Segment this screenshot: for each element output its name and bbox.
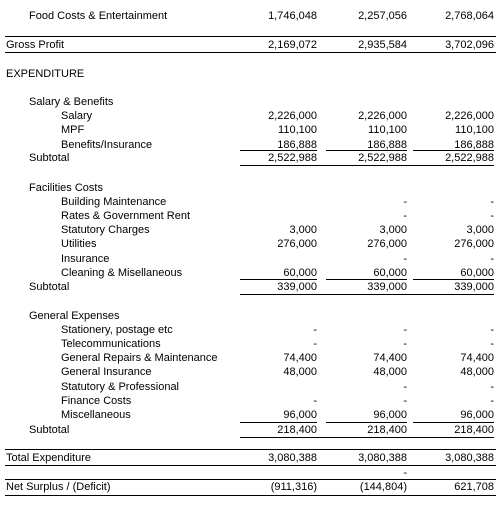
value-year-2: 60,000 [373,267,407,279]
total-year-2: 3,080,388 [358,452,407,464]
value-year-3: 48,000 [460,366,494,378]
row-label: MPF [61,124,85,136]
subtotal-rule [240,150,317,151]
value-year-3: 2,768,064 [445,10,494,22]
value-year-3: 3,000 [466,224,494,236]
group-heading: Salary & Benefits [29,96,114,108]
value-year-1: 48,000 [283,366,317,378]
value-year-3: - [490,395,494,407]
subtotal-label: Subtotal [29,424,70,436]
rule-line [240,165,494,166]
row-label: Building Maintenance [61,196,167,208]
net-surplus-label: Net Surplus / (Deficit) [6,481,111,493]
total-expenditure-label: Total Expenditure [6,452,91,464]
subtotal-rule [413,279,494,280]
row-label: Benefits/Insurance [61,139,153,151]
row-label: Stationery, postage etc [61,324,173,336]
subtotal-year-1: 339,000 [277,281,317,293]
group-heading: Facilities Costs [29,182,103,194]
subtotal-year-1: 2,522,988 [268,152,317,164]
value-year-3: - [490,324,494,336]
subtotal-year-3: 218,400 [454,424,494,436]
value-year-2: - [403,324,407,336]
row-label: Gross Profit [6,39,65,51]
total-year-3: 3,080,388 [445,452,494,464]
value-year-1: 2,226,000 [268,110,317,122]
value-year-3: - [490,210,494,222]
value-year-2: - [403,381,407,393]
value-year-2: - [403,338,407,350]
row-label: Utilities [61,238,97,250]
value-year-1: 1,746,048 [268,10,317,22]
total-year-1: 3,080,388 [268,452,317,464]
value-year-3: 74,400 [460,352,494,364]
value-year-1: - [313,395,317,407]
value-year-3: - [490,253,494,265]
subtotal-rule [326,150,407,151]
row-label: Telecommunications [61,338,161,350]
value-year-2: 186,888 [367,139,407,151]
value-year-3: 186,888 [454,139,494,151]
value-year-1: 3,000 [289,224,317,236]
subtotal-year-2: 339,000 [367,281,407,293]
value-year-1: 2,169,072 [268,39,317,51]
rule-line [5,52,496,53]
value-year-2: - [403,196,407,208]
value-year-1: 186,888 [277,139,317,151]
value-year-3: 2,226,000 [445,110,494,122]
value-year-3: - [490,338,494,350]
rule-line [5,479,496,480]
subtotal-rule [240,422,317,423]
value-year-3: - [490,196,494,208]
net-year-3: 621,708 [454,481,494,493]
dash-cell: - [403,467,407,479]
row-label: Food Costs & Entertainment [29,10,168,22]
rule-line [5,495,496,496]
value-year-2: 110,100 [368,124,407,136]
row-label: Statutory & Professional [61,381,180,393]
value-year-3: 276,000 [454,238,494,250]
subtotal-rule [240,279,317,280]
net-year-2: (144,804) [359,481,407,493]
value-year-2: 96,000 [373,409,407,421]
group-heading: General Expenses [29,310,120,322]
subtotal-year-1: 218,400 [277,424,317,436]
rule-line [5,36,496,37]
value-year-2: - [403,210,407,222]
value-year-2: 2,226,000 [358,110,407,122]
value-year-1: 110,100 [278,124,317,136]
rule-line [240,294,494,295]
value-year-1: 60,000 [283,267,317,279]
row-label: General Insurance [61,366,152,378]
value-year-1: - [313,338,317,350]
row-label: Miscellaneous [61,409,131,421]
row-label: Salary [61,110,93,122]
row-label: Insurance [61,253,110,265]
value-year-2: 3,000 [379,224,407,236]
rule-line [240,437,494,438]
value-year-1: - [313,324,317,336]
value-year-3: 110,100 [455,124,494,136]
value-year-3: 3,702,096 [445,39,494,51]
value-year-3: - [490,381,494,393]
row-label: Cleaning & Misellaneous [61,267,183,279]
subtotal-label: Subtotal [29,152,70,164]
row-label: Rates & Government Rent [61,210,191,222]
subtotal-year-2: 2,522,988 [358,152,407,164]
subtotal-rule [413,150,494,151]
value-year-1: 74,400 [283,352,317,364]
rule-line [5,449,496,450]
row-label: Statutory Charges [61,224,150,236]
value-year-2: - [403,395,407,407]
section-heading: EXPENDITURE [6,68,85,80]
value-year-3: 96,000 [460,409,494,421]
subtotal-rule [326,422,407,423]
value-year-3: 60,000 [460,267,494,279]
value-year-2: 2,257,056 [358,10,407,22]
value-year-2: 2,935,584 [358,39,407,51]
subtotal-year-3: 339,000 [454,281,494,293]
value-year-2: - [403,253,407,265]
value-year-2: 276,000 [367,238,407,250]
subtotal-label: Subtotal [29,281,70,293]
subtotal-year-3: 2,522,988 [445,152,494,164]
value-year-1: 276,000 [277,238,317,250]
rule-line [5,465,496,466]
net-year-1: (911,316) [270,481,317,493]
subtotal-rule [326,279,407,280]
value-year-2: 74,400 [373,352,407,364]
value-year-1: 96,000 [283,409,317,421]
subtotal-year-2: 218,400 [367,424,407,436]
row-label: General Repairs & Maintenance [61,352,218,364]
row-label: Finance Costs [61,395,132,407]
subtotal-rule [413,422,494,423]
value-year-2: 48,000 [373,366,407,378]
